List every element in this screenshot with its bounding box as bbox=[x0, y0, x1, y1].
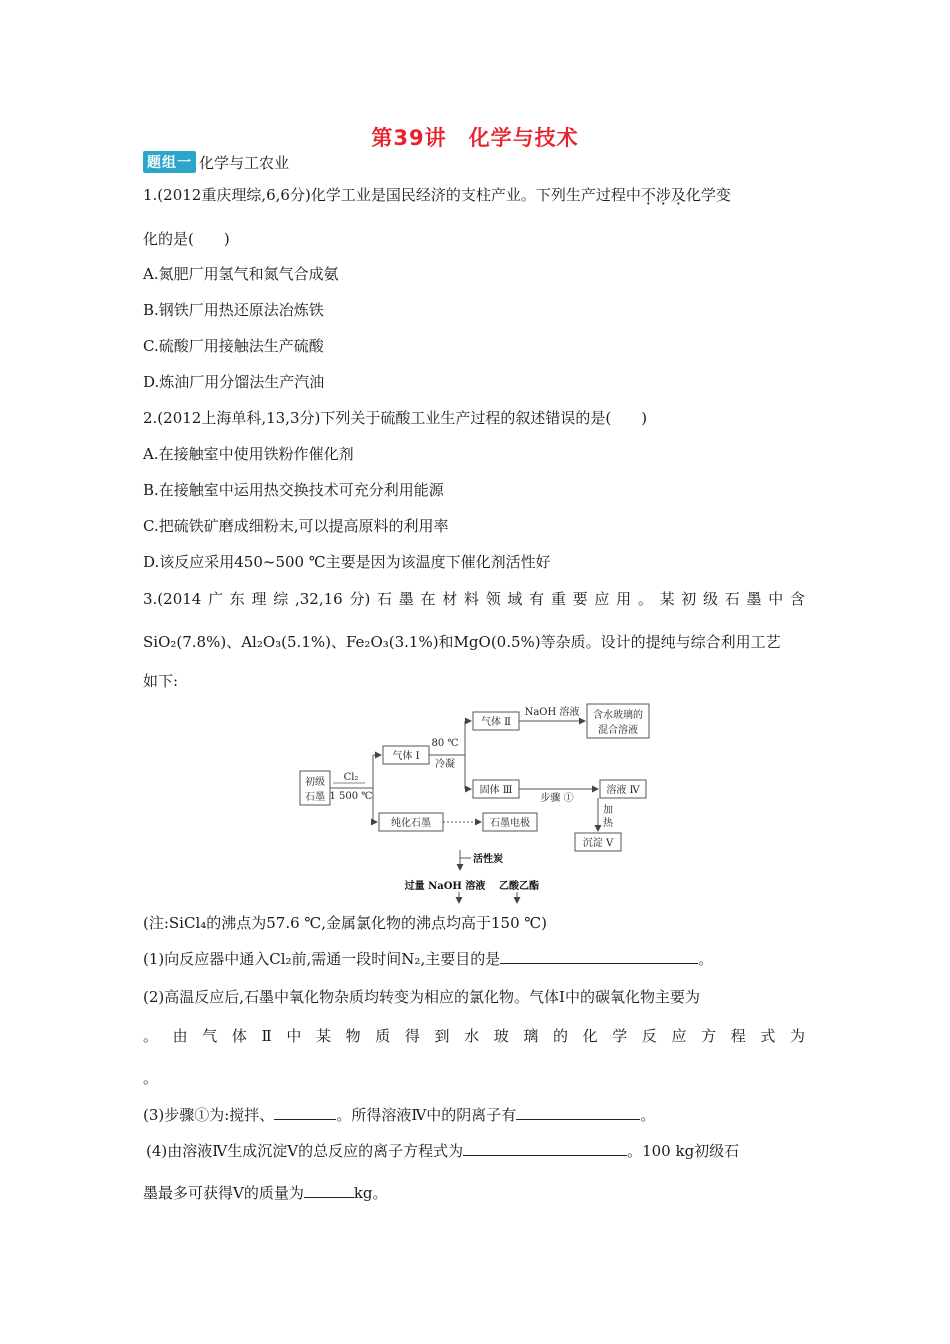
q3-part2-char: 化 bbox=[582, 1027, 598, 1045]
flow-pure: 纯化石墨 bbox=[391, 818, 431, 829]
flow-sol4: 溶液 Ⅳ bbox=[606, 785, 640, 796]
answer-blank[interactable] bbox=[463, 1139, 627, 1156]
q3-stem-char: 用 bbox=[616, 590, 632, 608]
q3-stem-char: 理 bbox=[251, 590, 267, 608]
q1-stem bbox=[143, 183, 731, 207]
flow-mix-1: 含水玻璃的 bbox=[593, 710, 643, 721]
q3-part4 bbox=[146, 1139, 739, 1163]
q3-part1-end: 。 bbox=[698, 950, 714, 968]
answer-blank[interactable] bbox=[274, 1103, 336, 1120]
q3-part3-end: 。 bbox=[640, 1106, 656, 1124]
flow-excess-naoh: 过量 NaOH 溶液 bbox=[404, 881, 486, 892]
q3-part3 bbox=[143, 1103, 655, 1127]
flow-heat-1: 加 bbox=[603, 805, 613, 816]
q3-stem-char: 墨 bbox=[398, 590, 414, 608]
q1-option-c: C.硫酸厂用接触法生产硫酸 bbox=[143, 337, 324, 355]
q2-stem: 2.(2012上海单科,13,3分)下列关于硫酸工业生产过程的叙述错误的是( ) bbox=[143, 409, 648, 427]
q1-option-b: B.钢铁厂用热还原法冶炼铁 bbox=[143, 301, 324, 319]
answer-blank[interactable] bbox=[500, 947, 698, 964]
q3-stem-line2: SiO₂(7.8%)、Al₂O₃(5.1%)、Fe₂O₃(3.1%)和MgO(0.5%)等杂质。设计的提纯与综合利用工艺 bbox=[143, 633, 781, 651]
q1-stem-cont: 化的是( ) bbox=[143, 230, 230, 248]
q3-stem-char: 墨 bbox=[746, 590, 762, 608]
q3-stem-char: 级 bbox=[703, 590, 719, 608]
q3-stem-char: 某 bbox=[659, 590, 675, 608]
q3-part2-char: 某 bbox=[315, 1027, 331, 1045]
q3-stem-char: 在 bbox=[420, 590, 436, 608]
q1-option-d: D.炼油厂用分馏法生产汽油 bbox=[143, 373, 325, 391]
q3-part2-char: 璃 bbox=[523, 1027, 539, 1045]
q3-stem-char: 重 bbox=[550, 590, 566, 608]
page-title: 第39讲 化学与技术 bbox=[371, 126, 579, 150]
q3-part2-char: 质 bbox=[375, 1027, 391, 1045]
q3-part2-char: 程 bbox=[730, 1027, 746, 1045]
q3-part2-char: 为 bbox=[789, 1027, 805, 1045]
topic-group-label: 化学与工农业 bbox=[199, 153, 290, 172]
q3-part2-end: 。 bbox=[143, 1069, 159, 1087]
q1-option-a: A.氮肥厂用氢气和氮气合成氨 bbox=[143, 265, 339, 283]
q3-part3-text2: 。所得溶液Ⅳ中的阴离子有 bbox=[336, 1106, 517, 1124]
flow-heat-2: 热 bbox=[603, 818, 613, 829]
q3-stem-char: 材 bbox=[442, 590, 458, 608]
q3-stem-char: 领 bbox=[485, 590, 501, 608]
flow-electrode: 石墨电极 bbox=[490, 818, 530, 829]
flow-cl2: Cl₂ bbox=[343, 772, 359, 783]
q3-part2-char: 到 bbox=[434, 1027, 450, 1045]
q3-stem-char: 域 bbox=[507, 590, 523, 608]
flow-cool-temp: 80 ℃ bbox=[431, 738, 459, 749]
q3-part2-char: 学 bbox=[612, 1027, 628, 1045]
q3-part3-text: (3)步骤①为:搅拌、 bbox=[143, 1106, 275, 1124]
q2-option-b: B.在接触室中运用热交换技术可充分利用能源 bbox=[143, 481, 444, 499]
q3-part1-text: (1)向反应器中通入Cl₂前,需通一段时间N₂,主要目的是 bbox=[143, 950, 501, 968]
q3-part2-char: 体 bbox=[231, 1027, 247, 1045]
q3-part2-char: 气 bbox=[202, 1027, 218, 1045]
q3-stem-char: 分) bbox=[349, 590, 371, 608]
q3-stem-char: 料 bbox=[463, 590, 479, 608]
q3-part2-char: 得 bbox=[404, 1027, 420, 1045]
q3-part2-char: 玻 bbox=[493, 1027, 509, 1045]
q3-stem-char: 中 bbox=[768, 590, 784, 608]
flow-carbon: 活性炭 bbox=[473, 854, 503, 865]
q3-stem-line3: 如下: bbox=[143, 672, 179, 690]
q1-stem-text: 1.(2012重庆理综,6,6分)化学工业是国民经济的支柱产业。下列生产过程中 bbox=[143, 186, 641, 204]
flow-raw-2: 石墨 bbox=[305, 792, 325, 803]
flow-raw-1: 初级 bbox=[305, 777, 325, 788]
q3-part2-char: 的 bbox=[552, 1027, 568, 1045]
process-flow-diagram bbox=[295, 700, 675, 905]
flow-temp: 1 500 ℃ bbox=[329, 791, 373, 802]
q3-stem-char: ,32,16 bbox=[295, 590, 343, 608]
emphasis-char: 及 bbox=[670, 186, 686, 204]
flow-mix-2: 混合溶液 bbox=[598, 725, 638, 736]
q3-stem-char: 东 bbox=[229, 590, 245, 608]
q3-part2-char: Ⅱ bbox=[261, 1027, 272, 1045]
topic-group-badge: 题组一 bbox=[143, 151, 196, 173]
emphasis-char: 涉 bbox=[655, 186, 671, 204]
q3-stem-char: 综 bbox=[273, 590, 289, 608]
q3-part2-char: 。 bbox=[143, 1027, 159, 1045]
q3-stem-char: 3.(2014 bbox=[143, 590, 202, 608]
flow-solid3: 固体 Ⅲ bbox=[479, 785, 513, 796]
answer-blank[interactable] bbox=[304, 1181, 354, 1198]
q3-part2-char: 水 bbox=[464, 1027, 480, 1045]
flow-gas2: 气体 Ⅱ bbox=[481, 717, 511, 728]
q3-stem-char: 石 bbox=[377, 590, 393, 608]
flow-step1: 步骤 ① bbox=[540, 793, 574, 804]
q3-part2: (2)高温反应后,石墨中氧化物杂质均转变为相应的氯化物。气体Ⅰ中的碳氧化物主要为 bbox=[143, 988, 700, 1006]
topic-group-heading bbox=[143, 150, 289, 174]
q3-stem-char: 要 bbox=[572, 590, 588, 608]
q3-stem-char: 。 bbox=[637, 590, 653, 608]
q2-option-a: A.在接触室中使用铁粉作催化剂 bbox=[143, 445, 354, 463]
flow-gas1: 气体 Ⅰ bbox=[392, 751, 420, 762]
q3-stem bbox=[143, 587, 805, 611]
q3-part1 bbox=[143, 947, 713, 971]
q3-stem-char: 应 bbox=[594, 590, 610, 608]
flow-cool: 冷凝 bbox=[435, 759, 455, 770]
q3-part4-unit: kg。 bbox=[353, 1184, 388, 1202]
q3-stem-char: 广 bbox=[208, 590, 224, 608]
flow-ppt5: 沉淀 Ⅴ bbox=[582, 838, 614, 849]
q3-part2-char: 物 bbox=[345, 1027, 361, 1045]
q3-part4-text2: 。100 kg初级石 bbox=[627, 1142, 740, 1160]
q3-part2-line2 bbox=[143, 1024, 805, 1048]
q3-stem-char: 石 bbox=[724, 590, 740, 608]
q3-part2-char: 反 bbox=[641, 1027, 657, 1045]
answer-blank[interactable] bbox=[516, 1103, 640, 1120]
q3-stem-char: 含 bbox=[789, 590, 805, 608]
q3-stem-char: 初 bbox=[681, 590, 697, 608]
q3-part2-char: 中 bbox=[286, 1027, 302, 1045]
q3-part2-char: 式 bbox=[760, 1027, 776, 1045]
q2-option-d: D.该反应采用450~500 ℃主要是因为该温度下催化剂活性好 bbox=[143, 553, 551, 571]
emphasis-char: 不 bbox=[640, 186, 656, 204]
q3-stem-char: 有 bbox=[529, 590, 545, 608]
q3-part4-text3: 墨最多可获得Ⅴ的质量为 bbox=[143, 1184, 304, 1202]
q3-note: (注:SiCl₄的沸点为57.6 ℃,金属氯化物的沸点均高于150 ℃) bbox=[143, 914, 548, 932]
q1-stem-text-end: 化学变 bbox=[685, 186, 731, 204]
q3-part2-char: 由 bbox=[172, 1027, 188, 1045]
q3-part4-text: (4)由溶液Ⅳ生成沉淀Ⅴ的总反应的离子方程式为 bbox=[146, 1142, 464, 1160]
q3-part4-line2 bbox=[143, 1181, 388, 1205]
flow-ethyl-acetate: 乙酸乙酯 bbox=[499, 881, 539, 892]
q3-part2-char: 方 bbox=[701, 1027, 717, 1045]
q2-option-c: C.把硫铁矿磨成细粉末,可以提高原料的利用率 bbox=[143, 517, 449, 535]
q3-part2-char: 应 bbox=[671, 1027, 687, 1045]
flow-naoh: NaOH 溶液 bbox=[524, 707, 580, 718]
